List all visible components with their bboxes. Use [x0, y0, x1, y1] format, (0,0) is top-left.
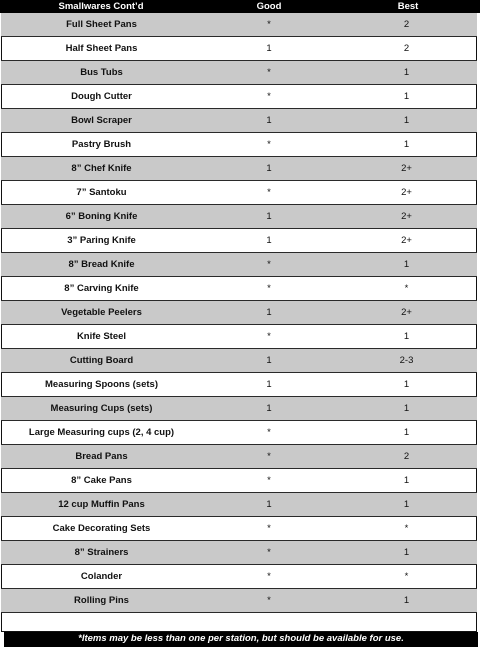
table-row	[1, 85, 477, 109]
good-cell: 1	[266, 43, 272, 54]
good-cell: 1	[266, 403, 272, 414]
item-cell: Cutting Board	[69, 355, 134, 366]
good-cell: *	[267, 547, 271, 558]
item-cell: Knife Steel	[76, 331, 127, 342]
item-cell: Dough Cutter	[71, 91, 132, 102]
best-cell: 2+	[401, 211, 412, 222]
table-row	[1, 205, 477, 229]
table-header	[0, 0, 480, 13]
good-cell: *	[267, 571, 271, 582]
header-good: Good	[256, 1, 282, 12]
table-row	[1, 133, 477, 157]
table-row	[1, 421, 477, 445]
best-cell: 1	[403, 115, 410, 126]
good-cell: 1	[266, 307, 272, 318]
best-cell: 2	[403, 19, 410, 30]
item-cell: Large Measuring cups (2, 4 cup)	[28, 427, 175, 438]
table-row	[1, 349, 477, 373]
item-cell: Rolling Pins	[74, 595, 129, 606]
best-cell: 2-3	[399, 355, 414, 366]
item-cell: Half Sheet Pans	[65, 43, 138, 54]
item-cell: Cake Decorating Sets	[52, 523, 151, 534]
table-row	[1, 13, 477, 37]
footnote: *Items may be less than one per station, but should be available for use.	[78, 633, 404, 644]
good-cell: *	[267, 19, 271, 30]
good-cell: *	[267, 331, 271, 342]
good-cell: 1	[266, 211, 272, 222]
good-cell: 1	[266, 379, 272, 390]
item-cell: Colander	[80, 571, 123, 582]
item-cell: 3” Paring Knife	[67, 235, 136, 246]
best-cell: *	[404, 571, 409, 582]
header-item: Smallwares Cont’d	[58, 1, 144, 12]
item-cell: 8” Strainers	[74, 547, 129, 558]
best-cell: 2+	[401, 235, 412, 246]
best-cell: 1	[403, 595, 410, 606]
table-row	[1, 565, 477, 589]
item-cell: Full Sheet Pans	[66, 19, 137, 30]
table-body	[1, 13, 477, 613]
table-row	[1, 517, 477, 541]
table-row	[1, 253, 477, 277]
good-cell: *	[267, 187, 271, 198]
table-row	[1, 37, 477, 61]
table-row	[1, 157, 477, 181]
item-cell: 6” Boning Knife	[65, 211, 138, 222]
best-cell: 2+	[401, 307, 412, 318]
good-cell: 1	[266, 115, 272, 126]
item-cell: 8” Bread Knife	[68, 259, 135, 270]
item-cell: 8” Chef Knife	[71, 163, 132, 174]
best-cell: 1	[403, 259, 410, 270]
best-cell: 1	[403, 403, 410, 414]
item-cell: Vegetable Peelers	[61, 307, 142, 318]
good-cell: *	[267, 595, 271, 606]
best-cell: 1	[403, 427, 410, 438]
good-cell: *	[267, 283, 271, 294]
best-cell: 2	[403, 43, 410, 54]
best-cell: 1	[403, 475, 410, 486]
item-cell: 8” Carving Knife	[64, 283, 139, 294]
best-cell: 2+	[401, 163, 412, 174]
table-row	[1, 229, 477, 253]
item-cell: 7” Santoku	[76, 187, 127, 198]
table-row	[1, 325, 477, 349]
good-cell: *	[267, 91, 271, 102]
table-row	[1, 301, 477, 325]
table-row	[1, 373, 477, 397]
item-cell: Bowl Scraper	[71, 115, 132, 126]
good-cell: *	[267, 451, 271, 462]
good-cell: *	[267, 523, 271, 534]
best-cell: 1	[403, 139, 410, 150]
good-cell: 1	[266, 355, 272, 366]
item-cell: Bread Pans	[75, 451, 128, 462]
table-row	[1, 397, 477, 421]
header-best: Best	[397, 1, 419, 12]
best-cell: 1	[403, 67, 410, 78]
best-cell: 1	[403, 499, 410, 510]
best-cell: 2+	[401, 187, 412, 198]
good-cell: 1	[266, 499, 272, 510]
table-row	[1, 469, 477, 493]
table-row	[1, 589, 477, 613]
best-cell: 1	[403, 379, 410, 390]
item-cell: 8” Cake Pans	[71, 475, 132, 486]
table-row	[1, 277, 477, 301]
item-cell: Bus Tubs	[80, 67, 123, 78]
best-cell: 1	[403, 91, 410, 102]
table-row	[1, 61, 477, 85]
best-cell: *	[404, 523, 409, 534]
good-cell: 1	[266, 163, 272, 174]
item-cell: Measuring Spoons (sets)	[45, 379, 158, 390]
item-cell: Measuring Cups (sets)	[50, 403, 153, 414]
footnote-bar	[4, 632, 478, 647]
table-row	[1, 493, 477, 517]
good-cell: *	[267, 475, 271, 486]
table-row	[1, 541, 477, 565]
table-row	[1, 109, 477, 133]
best-cell: 1	[403, 331, 410, 342]
best-cell: 1	[403, 547, 410, 558]
good-cell: *	[267, 139, 271, 150]
good-cell: *	[267, 427, 271, 438]
best-cell: 2	[403, 451, 410, 462]
best-cell: *	[404, 283, 409, 294]
table-row	[1, 445, 477, 469]
item-cell: 12 cup Muffin Pans	[58, 499, 145, 510]
table-row	[1, 181, 477, 205]
good-cell: *	[267, 259, 271, 270]
good-cell: *	[267, 67, 271, 78]
good-cell: 1	[266, 235, 272, 246]
item-cell: Pastry Brush	[71, 139, 132, 150]
